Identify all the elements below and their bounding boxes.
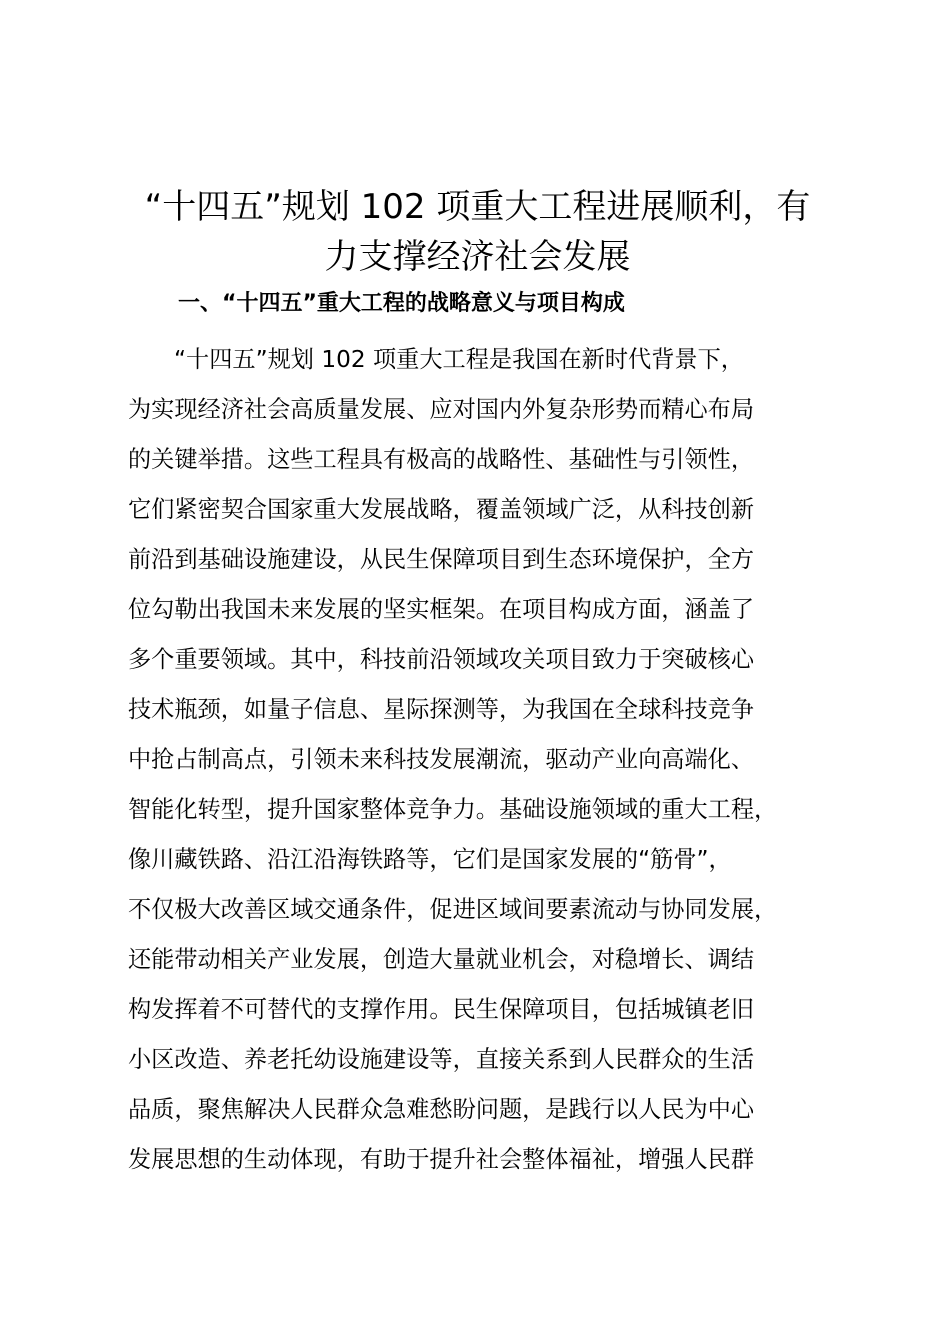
section-heading: 一、“十四五”重大工程的战略意义与项目构成 [178, 291, 625, 316]
paragraph-line: 还能带动相关产业发展，创造大量就业机会，对稳增长、调结 [128, 946, 755, 973]
paragraph-line: 的关键举措。这些工程具有极高的战略性、基础性与引领性， [128, 446, 755, 473]
paragraph-line: 发展思想的生动体现，有助于提升社会整体福祉，增强人民群 [128, 1146, 755, 1173]
paragraph-line: 为实现经济社会高质量发展、应对国内外复杂形势而精心布局 [128, 396, 755, 423]
paragraph-line: 多个重要领域。其中，科技前沿领域攻关项目致力于突破核心 [128, 646, 755, 673]
paragraph-line: 像川藏铁路、沿江沿海铁路等，它们是国家发展的“筋骨”， [128, 846, 732, 873]
paragraph-line: 品质，聚焦解决人民群众急难愁盼问题，是践行以人民为中心 [128, 1096, 755, 1123]
paragraph-line: 技术瓶颈，如量子信息、星际探测等，为我国在全球科技竞争 [128, 696, 755, 723]
paragraph-line: 小区改造、养老托幼设施建设等，直接关系到人民群众的生活 [128, 1046, 755, 1073]
document-title [95, 182, 860, 282]
paragraph-line: 它们紧密契合国家重大发展战略，覆盖领域广泛，从科技创新 [128, 496, 755, 523]
paragraph-line: 前沿到基础设施建设，从民生保障项目到生态环境保护，全方 [128, 546, 755, 573]
title-line: 力支撑经济社会发展 [324, 237, 631, 277]
paragraph-line: 位勾勒出我国未来发展的坚实框架。在项目构成方面，涵盖了 [128, 596, 755, 623]
body-paragraph [128, 335, 858, 1185]
title-line: “十四五”规划 102 项重大工程进展顺利，有 [144, 187, 811, 227]
paragraph-line: 中抢占制高点，引领未来科技发展潮流，驱动产业向高端化、 [128, 746, 755, 773]
paragraph-line: 智能化转型，提升国家整体竞争力。基础设施领域的重大工程， [128, 796, 778, 823]
paragraph-line: 不仅极大改善区域交通条件，促进区域间要素流动与协同发展， [128, 896, 778, 923]
paragraph-line: 构发挥着不可替代的支撑作用。民生保障项目，包括城镇老旧 [128, 996, 755, 1023]
paragraph-line: “十四五”规划 102 项重大工程是我国在新时代背景下， [174, 346, 744, 373]
